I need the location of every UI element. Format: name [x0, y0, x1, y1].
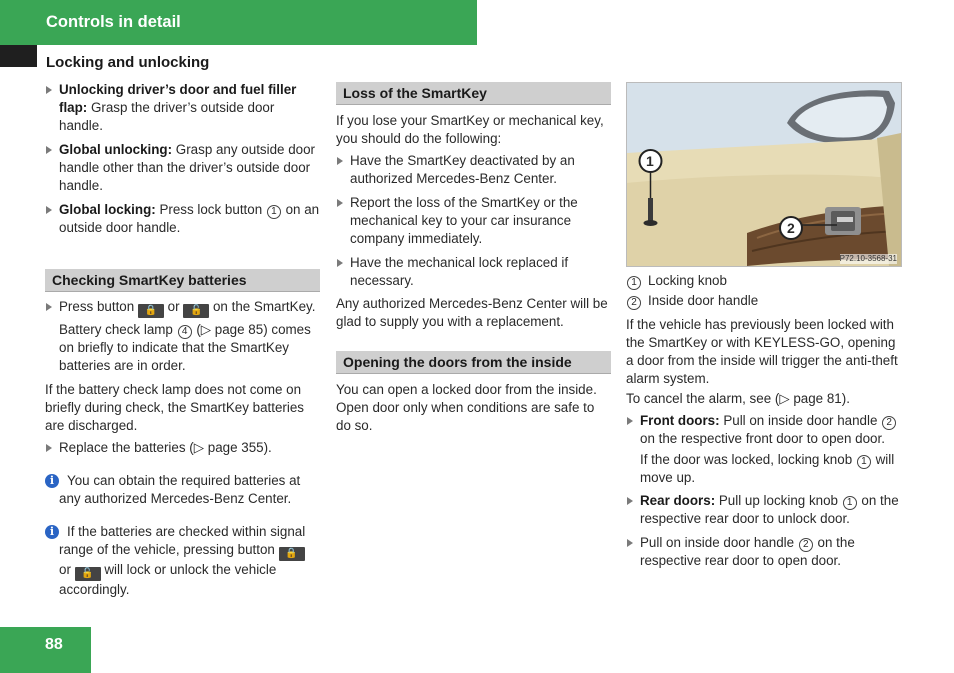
paragraph-text: (▷ page 85) comes on briefly to indicate that the SmartKey batteries are in order. — [59, 322, 311, 373]
bullet-text: on the respective front door to open door. — [640, 431, 885, 446]
bullet-rear-door-handle — [626, 534, 902, 570]
unlock-icon: 🔓 — [183, 304, 209, 318]
bullet-text: on the SmartKey. — [209, 299, 316, 314]
bullet-text: Pull on inside door handle — [640, 535, 798, 550]
bullet-text: Pull up locking knob — [715, 493, 842, 508]
header-bar — [0, 0, 477, 45]
info-text: or — [59, 562, 75, 577]
bullet-rear-doors — [626, 492, 902, 528]
callout-number: 2 — [882, 416, 896, 430]
bullet-text: Press button — [59, 299, 138, 314]
front-doors-note — [626, 451, 902, 487]
legend-locking-knob — [626, 272, 902, 290]
callout-2-label: 2 — [787, 220, 795, 236]
paragraph-text: If the door was locked, locking knob — [640, 452, 856, 467]
cancel-alarm-paragraph: To cancel the alarm, see (▷ page 81). — [626, 391, 850, 406]
legend-text: Inside door handle — [648, 293, 759, 308]
lock-icon: 🔒 — [138, 304, 164, 318]
bullet-replace-batteries: Replace the batteries (▷ page 355). — [45, 439, 320, 457]
battery-discharged-paragraph: If the battery check lamp does not come on briefly during check, the SmartKey batteries are discharged. — [45, 382, 305, 433]
heading-loss-of-smartkey: Loss of the SmartKey — [336, 82, 611, 105]
bullet-text: Press lock button — [155, 202, 266, 217]
legend-inside-door-handle — [626, 292, 902, 310]
column-1 — [45, 81, 320, 599]
heading-opening-doors-inside: Opening the doors from the inside — [336, 351, 611, 374]
callout-number: 4 — [178, 325, 192, 339]
bullet-press-button — [45, 298, 320, 318]
battery-lamp-note — [45, 321, 320, 375]
replacement-paragraph: Any authorized Mercedes-Benz Center will be glad to supply you with a replacement. — [336, 296, 608, 329]
photo-code: P72.10-3568-31 — [839, 254, 897, 263]
bullet-label: Rear doors: — [640, 493, 716, 508]
bullet-deactivate: Have the SmartKey deactivated by an authorized Mercedes-Benz Center. — [336, 152, 611, 188]
legend-text: Locking knob — [648, 273, 727, 288]
info-icon: i — [45, 525, 59, 539]
bullet-text: on an outside door handle. — [59, 202, 320, 235]
page-number-bar — [0, 627, 91, 673]
section-tab-marker — [0, 45, 37, 67]
bullet-replace-lock: Have the mechanical lock replaced if necessary. — [336, 254, 611, 290]
callout-number: 1 — [857, 455, 871, 469]
callout-number: 1 — [267, 205, 281, 219]
loss-intro-paragraph: If you lose your SmartKey or mechanical key, you should do the following: — [336, 113, 604, 146]
door-illustration — [626, 82, 902, 267]
bullet-front-doors — [626, 412, 902, 448]
info-text: If the batteries are checked within signal range of the vehicle, pressing button — [59, 524, 306, 557]
opening-doors-paragraph: You can open a locked door from the inside. Open door only when conditions are safe to do so. — [336, 382, 597, 433]
bullet-text: or — [163, 299, 184, 314]
lock-icon: 🔒 — [279, 547, 305, 561]
column-3 — [626, 82, 902, 570]
unlock-icon: 🔓 — [75, 567, 101, 581]
callout-1-label: 1 — [646, 153, 654, 169]
info-text: You can obtain the required batteries at any authorized Mercedes-Benz Center. — [59, 473, 301, 506]
bullet-text: Grasp the driver’s outside door handle. — [59, 100, 275, 133]
bullet-global-locking — [45, 201, 320, 237]
bullet-label: Global unlocking: — [59, 142, 173, 157]
bullet-text: Grasp any outside door handle other than the driver’s outside door handle. — [59, 142, 315, 193]
info-note-signal-range — [45, 523, 320, 599]
paragraph-text: will move up. — [640, 452, 895, 485]
callout-number: 1 — [627, 276, 641, 290]
info-text: will lock or unlock the vehicle accordingly. — [59, 562, 277, 597]
section-heading: Locking and unlocking — [46, 54, 210, 71]
page-number: 88 — [45, 636, 63, 653]
info-icon: i — [45, 474, 59, 488]
bullet-unlocking-driver — [45, 81, 320, 135]
alarm-paragraph: If the vehicle has previously been locked with the SmartKey or with KEYLESS-GO, opening a door from the inside will trigger the anti-theft alarm system. — [626, 317, 898, 386]
bullet-text: on the respective rear door to unlock door. — [640, 493, 899, 526]
bullet-text: on the respective rear door to open door. — [640, 535, 855, 568]
bullet-global-unlocking — [45, 141, 320, 195]
paragraph-text: Battery check lamp — [59, 322, 177, 337]
callout-number: 1 — [843, 496, 857, 510]
heading-checking-smartkey-batteries: Checking SmartKey batteries — [45, 269, 320, 292]
bullet-text: Pull on inside door handle — [719, 413, 882, 428]
column-2 — [336, 82, 611, 435]
bullet-label: Front doors: — [640, 413, 720, 428]
door-illustration-drawing — [627, 83, 901, 266]
bullet-report-loss: Report the loss of the SmartKey or the mechanical key to your car insurance company immediately. — [336, 194, 611, 248]
info-note-batteries — [45, 472, 320, 508]
bullet-label: Unlocking driver’s door and fuel filler flap: — [59, 82, 297, 115]
callout-number: 2 — [799, 538, 813, 552]
header-title: Controls in detail — [46, 13, 181, 31]
callout-number: 2 — [627, 296, 641, 310]
bullet-label: Global locking: — [59, 202, 156, 217]
